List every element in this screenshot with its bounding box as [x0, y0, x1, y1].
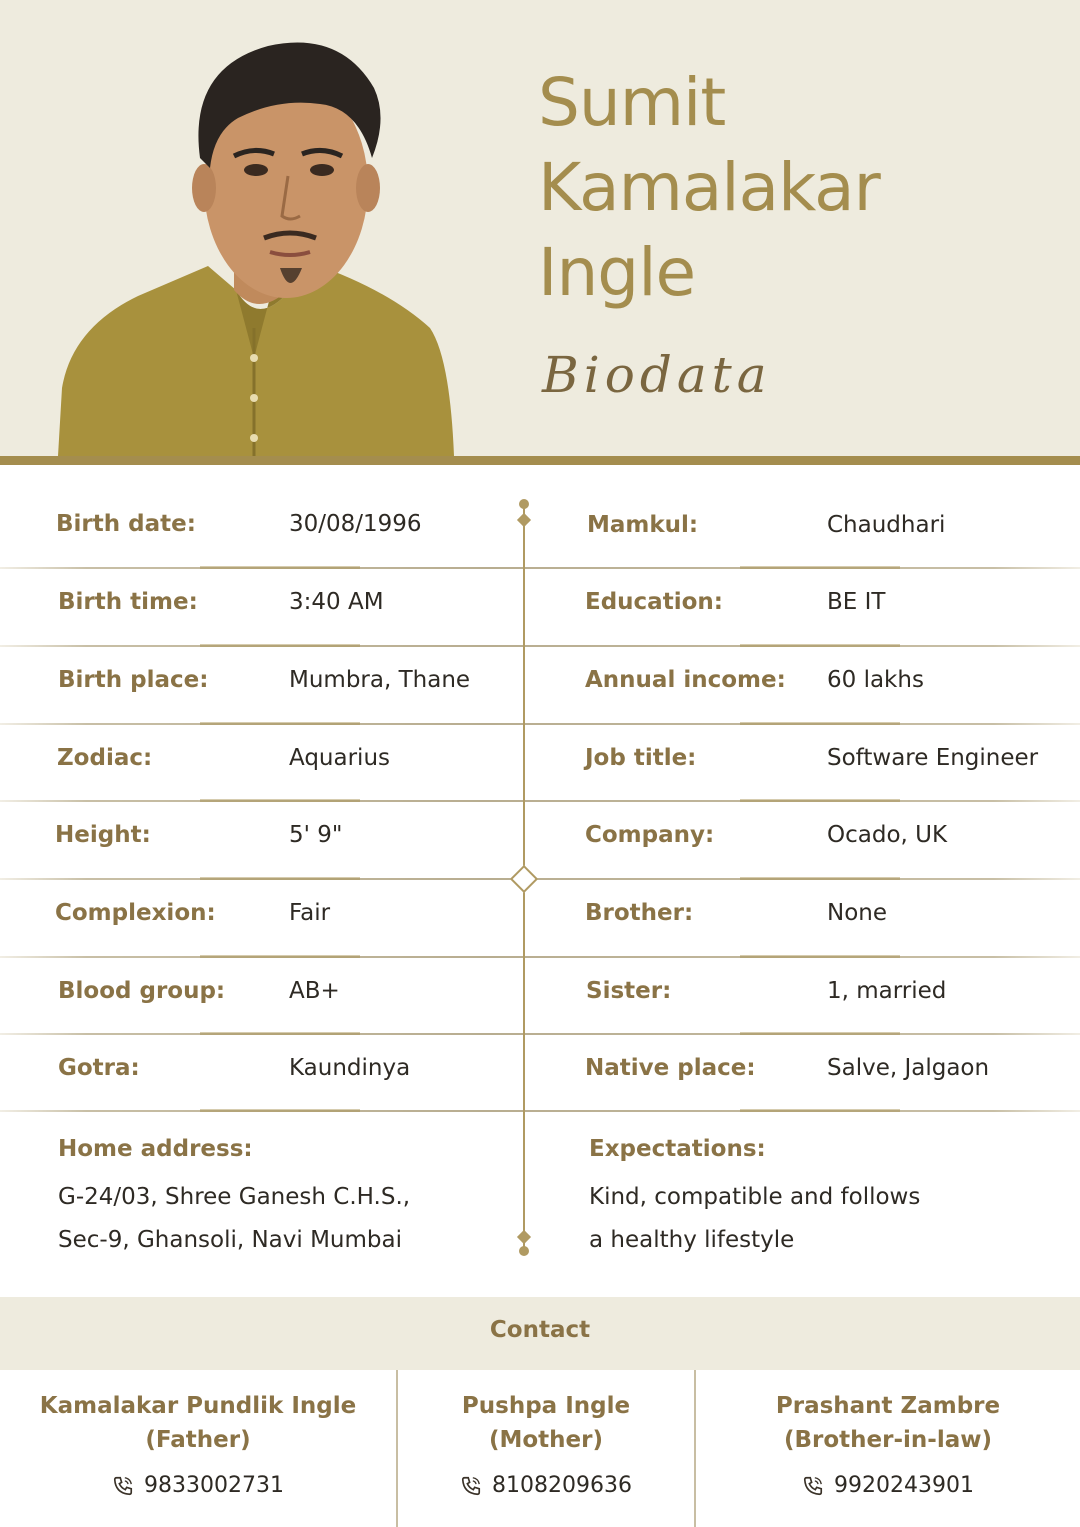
label-expectations: Expectations: [589, 1136, 766, 1162]
row-divider [0, 1033, 1080, 1035]
contact-phone[interactable] [112, 1473, 284, 1498]
value-education: BE IT [827, 589, 886, 615]
row-divider [0, 878, 1080, 880]
name-first: Sumit [538, 64, 726, 141]
row-divider [0, 1110, 1080, 1112]
label-birth-time: Birth time: [58, 589, 198, 615]
home-address-line: Sec-9, Ghansoli, Navi Mumbai [58, 1227, 403, 1253]
contact-relation: (Brother-in-law) [783, 1427, 992, 1453]
expectations [589, 1176, 920, 1262]
value-mamkul: Chaudhari [827, 512, 946, 538]
name-middle: Kamalakar [538, 149, 880, 226]
value-blood-group: AB+ [289, 978, 340, 1004]
label-native-place: Native place: [585, 1055, 756, 1081]
expectations-line: a healthy lifestyle [589, 1227, 795, 1253]
value-complexion: Fair [289, 900, 331, 926]
phone-icon [802, 1475, 824, 1497]
contact-list [0, 1370, 1080, 1527]
contact-name: Prashant Zambre [775, 1393, 1001, 1419]
phone-icon [112, 1475, 134, 1497]
value-birth-place: Mumbra, Thane [289, 667, 471, 693]
value-gotra: Kaundinya [289, 1055, 411, 1081]
label-birth-date: Birth date: [56, 511, 196, 537]
value-job-title: Software Engineer [827, 745, 1039, 771]
label-birth-place: Birth place: [58, 667, 209, 693]
label-complexion: Complexion: [55, 900, 216, 926]
phone-number: 9920243901 [834, 1473, 974, 1498]
name-last: Ingle [538, 234, 696, 311]
contact-title: Contact [489, 1317, 591, 1343]
value-native-place: Salve, Jalgaon [827, 1055, 990, 1081]
header [0, 0, 1080, 456]
label-education: Education: [585, 589, 723, 615]
phone-number: 9833002731 [144, 1473, 284, 1498]
contact-name: Kamalakar Pundlik Ingle [39, 1393, 357, 1419]
value-annual-income: 60 lakhs [827, 667, 924, 693]
row-divider [0, 645, 1080, 647]
profile-photo [58, 28, 454, 456]
phone-number: 8108209636 [492, 1473, 632, 1498]
value-brother: None [827, 900, 888, 926]
divider-ornament [510, 865, 538, 893]
contact-phone[interactable] [460, 1473, 632, 1498]
label-zodiac: Zodiac: [57, 745, 153, 771]
home-address [58, 1176, 410, 1262]
divider-dot-top [519, 499, 529, 509]
label-home-address: Home address: [58, 1136, 253, 1162]
document-subtitle: Biodata [542, 346, 772, 404]
label-company: Company: [585, 822, 715, 848]
divider-diamond-bottom [517, 1230, 531, 1244]
contact-card-brother-in-law [696, 1370, 1080, 1527]
row-divider [0, 567, 1080, 569]
home-address-line: G-24/03, Shree Ganesh C.H.S., [58, 1184, 411, 1210]
expectations-line: Kind, compatible and follows [589, 1184, 921, 1210]
divider-dot-bottom [519, 1246, 529, 1256]
label-sister: Sister: [586, 978, 672, 1004]
row-divider [0, 800, 1080, 802]
row-divider [0, 723, 1080, 725]
label-blood-group: Blood group: [58, 978, 226, 1004]
contact-card-father [0, 1370, 396, 1527]
label-brother: Brother: [585, 900, 694, 926]
label-gotra: Gotra: [58, 1055, 140, 1081]
row-divider [0, 956, 1080, 958]
label-mamkul: Mamkul: [587, 512, 699, 538]
header-divider [0, 456, 1080, 465]
phone-icon [460, 1475, 482, 1497]
label-job-title: Job title: [585, 745, 697, 771]
value-height: 5' 9" [289, 822, 343, 848]
divider-diamond-top [517, 513, 531, 527]
value-sister: 1, married [827, 978, 947, 1004]
contact-name: Pushpa Ingle [461, 1393, 631, 1419]
details-section [0, 465, 1080, 1297]
value-company: Ocado, UK [827, 822, 948, 848]
contact-phone[interactable] [802, 1473, 974, 1498]
contact-card-mother [398, 1370, 694, 1527]
value-zodiac: Aquarius [289, 745, 391, 771]
full-name [538, 60, 1058, 315]
label-height: Height: [55, 822, 151, 848]
value-birth-time: 3:40 AM [289, 589, 384, 615]
value-birth-date: 30/08/1996 [289, 511, 422, 537]
contact-header [0, 1297, 1080, 1370]
contact-relation: (Father) [145, 1427, 251, 1453]
contact-relation: (Mother) [488, 1427, 604, 1453]
label-annual-income: Annual income: [585, 667, 786, 693]
